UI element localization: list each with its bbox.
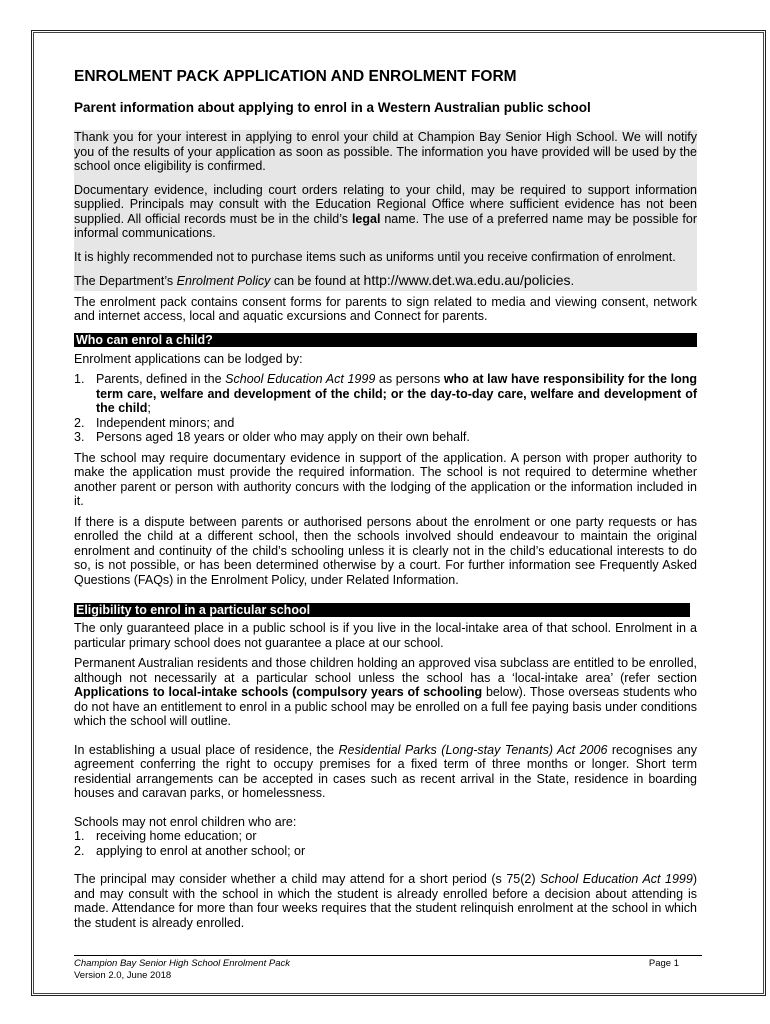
list-text: Independent minors; and xyxy=(96,415,235,430)
intro-p4-text: The Department’s xyxy=(74,274,177,288)
intro-paragraph-4 xyxy=(74,273,697,291)
elig-p3-text-end: recognises any agreement conferring the right to occupy premises for a fixed term of three months or longer. Short term residential arrangements can be accepted in cases such as recent arrival in the State, residence in boarding houses and caravan parks, or homelessness. xyxy=(74,742,697,800)
elig-p5-text-end: ) and may consult with the school in which the student is already enrolled before a decision about attending is made. Attendance for more than four weeks requires that the student relinquish enrolment at the school in which the student is already enrolled. xyxy=(74,872,698,930)
who-list xyxy=(74,372,697,445)
eligibility-paragraph-4: Schools may not enrol children who are: xyxy=(74,814,297,829)
intro-p2-legal: legal xyxy=(351,211,381,226)
page-footer xyxy=(74,955,702,982)
footer-title: Champion Bay Senior High School Enrolment Pack xyxy=(74,958,290,969)
eligibility-list xyxy=(74,829,697,858)
intro-p2-text-end: name. The use of a preferred name may be possible for informal communications. xyxy=(74,211,697,240)
footer-page-number: Page 1 xyxy=(648,958,679,969)
eligibility-paragraph-2 xyxy=(74,656,697,729)
policies-link[interactable]: http://www.det.wa.edu.au/policies xyxy=(363,272,571,288)
list-text: ; xyxy=(147,401,151,415)
who-lead: Enrolment applications can be lodged by: xyxy=(74,351,303,366)
intro-paragraph-2 xyxy=(74,183,697,250)
act-name: School Education Act 1999 xyxy=(225,372,376,386)
intro-p4-period: . xyxy=(570,274,575,288)
residential-parks-act: Residential Parks (Long-stay Tenants) Act 2006 xyxy=(338,742,608,757)
intro-paragraph-3: It is highly recommended not to purchase items such as uniforms until you receive confirmation of enrolment. xyxy=(74,249,676,264)
footer-version: Version 2.0, June 2018 xyxy=(74,970,172,981)
elig-p3-text: In establishing a usual place of residence, the xyxy=(74,742,339,757)
responsibility-definition: who at law have responsibility for the long term care, welfare and development of the child; or the day-to-day care, welfare and development of the child xyxy=(96,372,698,415)
who-paragraph-2: If there is a dispute between parents or authorised persons about the enrolment or one party requests or has enrolled the child at a different school, then the schools involved should endeavour to maintain the original enrolment and continuity of the child’s schooling unless it is clearly not in the child’s educational interests to do so, is not possible, or has been determined otherwise by a court. For further information see Frequently Asked Questions (FAQs) in the Enrolment Policy, under Related Information. xyxy=(74,514,697,587)
list-number: 2. xyxy=(74,415,85,430)
elig-p2-text: Permanent Australian residents and those children holding an approved visa subclass are entitled to be enrolled, although not necessarily at a particular school unless the school has a ‘local-intake area’ (refer section xyxy=(74,656,697,685)
eligibility-heading: Eligibility to enrol in a particular school xyxy=(74,603,690,617)
elig-p5-text: The principal may consider whether a child may attend for a short period (s 75(2) xyxy=(74,872,541,886)
enrolment-pack-paragraph: The enrolment pack contains consent forms for parents to sign related to media and viewing consent, network and internet access, local and aquatic excursions and Connect for parents. xyxy=(74,294,697,323)
intro-p4-text-2: can be found at xyxy=(270,274,364,288)
list-text: receiving home education; or xyxy=(96,829,257,843)
list-number: 1. xyxy=(74,372,85,386)
who-can-enrol-heading: Who can enrol a child? xyxy=(74,333,697,347)
list-item xyxy=(74,829,697,844)
list-text: applying to enrol at another school; or xyxy=(96,843,306,858)
intro-paragraph-1: Thank you for your interest in applying to enrol your child at Champion Bay Senior High School. We will notify you of the results of your application as soon as possible. The information you have provided will be used by the school once eligibility is confirmed. xyxy=(74,130,697,173)
footer-school-name xyxy=(74,958,702,970)
intro-box xyxy=(74,130,697,291)
document-title: ENROLMENT PACK APPLICATION AND ENROLMENT FORM xyxy=(74,68,517,85)
list-number: 1. xyxy=(74,829,85,843)
document-subtitle: Parent information about applying to enrol in a Western Australian public school xyxy=(74,100,591,115)
elig-p2-text-end: below). Those overseas students who do not have an entitlement to enrol in a public school may be enrolled on a full fee paying basis under conditions which the school will outline. xyxy=(74,685,697,728)
school-education-act: School Education Act 1999 xyxy=(540,872,693,886)
who-paragraph-1: The school may require documentary evidence in support of the application. A person with proper authority to make the application must provide the required information. The school is not required to determine whether another parent or person with authority concurs with the lodging of the application or the information included in it. xyxy=(74,450,697,508)
eligibility-paragraph-3 xyxy=(74,743,697,801)
list-number: 2. xyxy=(74,843,85,858)
list-text: Parents, defined in the xyxy=(96,372,226,386)
intro-p2-text: Documentary evidence, including court orders relating to your child, may be required to support information supplied. Principals may consult with the Education Regional Office where sufficient evidence has not been supplied. All official records must be in the child’s xyxy=(74,182,697,226)
local-intake-section-ref: Applications to local-intake schools (compulsory years of schooling xyxy=(74,685,483,699)
list-number: 3. xyxy=(74,430,85,444)
list-item xyxy=(74,430,697,445)
eligibility-paragraph-1: The only guaranteed place in a public school is if you live in the local-intake area of that school. Enrolment in a particular primary school does not guarantee a place at our school. xyxy=(74,621,697,650)
list-text: Persons aged 18 years or older who may apply on their own behalf. xyxy=(96,430,470,444)
enrolment-policy-name: Enrolment Policy xyxy=(176,274,271,288)
document-body xyxy=(74,68,697,930)
list-item xyxy=(74,372,697,416)
eligibility-paragraph-5 xyxy=(74,872,697,930)
list-item xyxy=(74,844,697,859)
list-text: as persons xyxy=(375,372,444,386)
list-item xyxy=(74,416,697,431)
